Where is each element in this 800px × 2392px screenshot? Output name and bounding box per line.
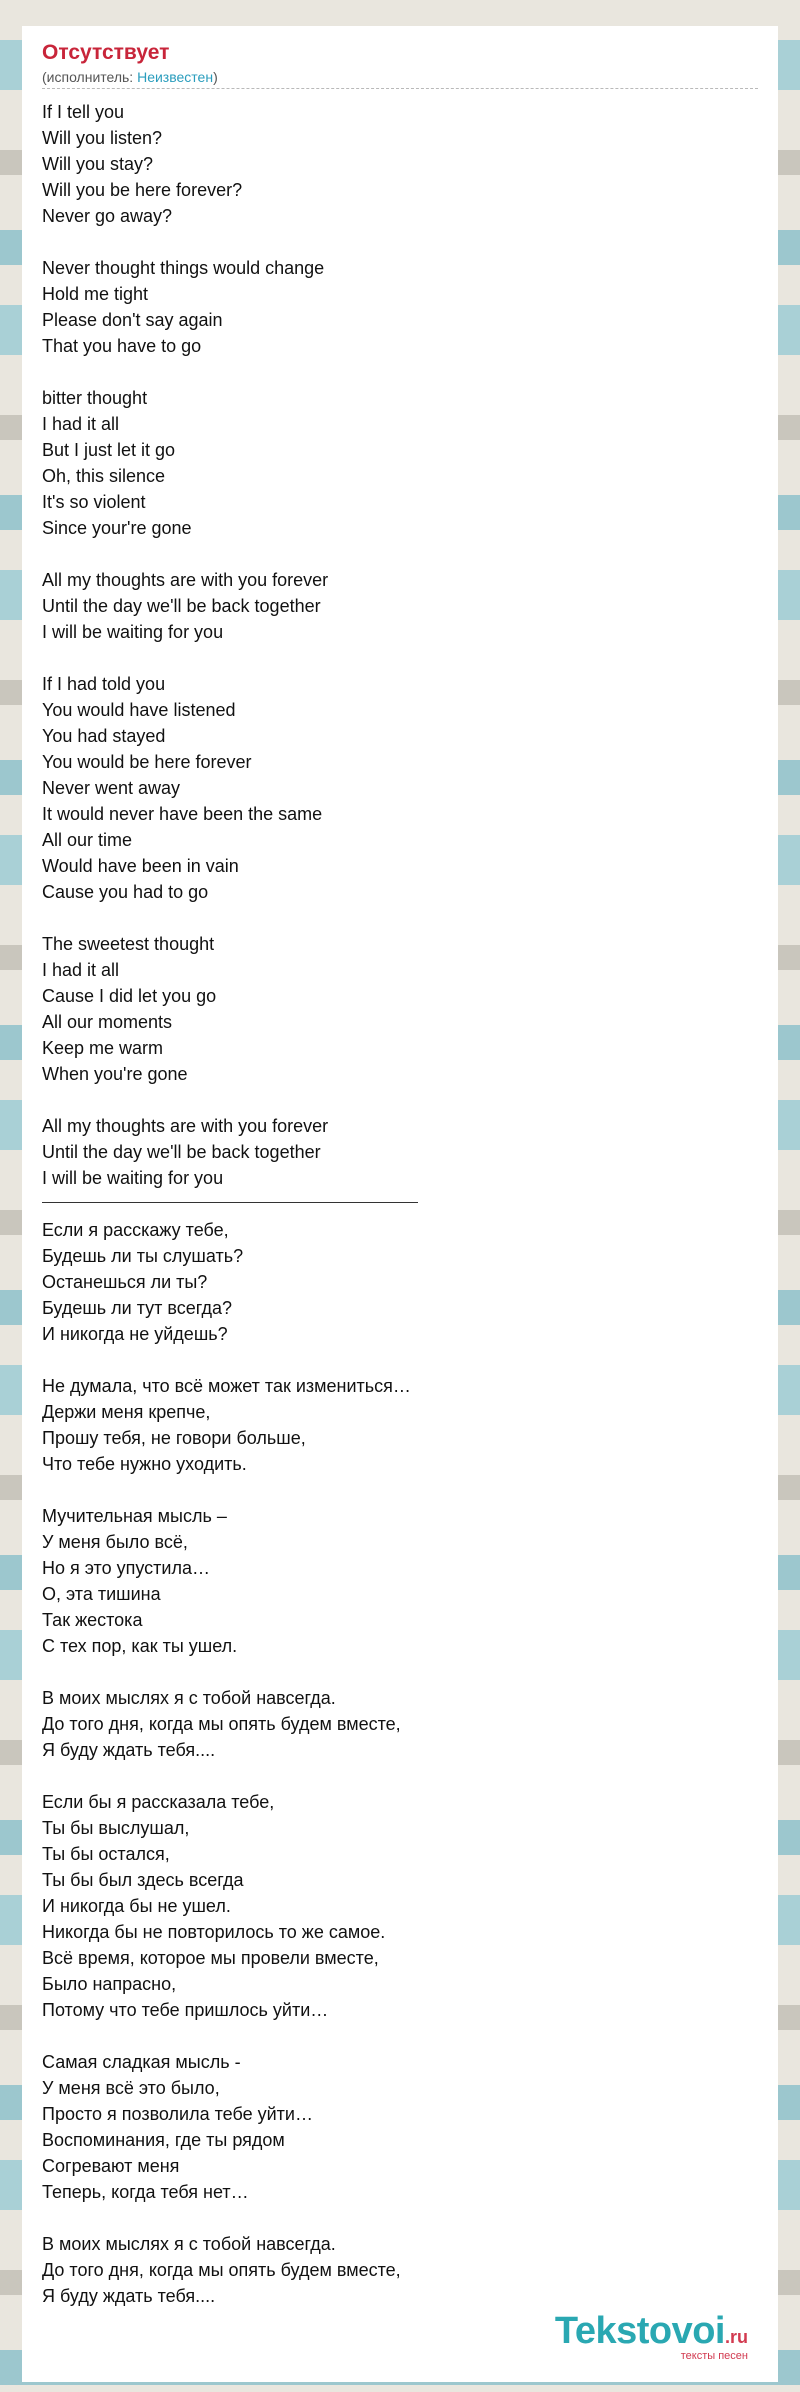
lyric-line: If I tell you [42, 102, 125, 122]
translation-line: Никогда бы не повторилось то же самое. [42, 1922, 386, 1942]
lyric-line: Hold me tight [42, 284, 149, 304]
translation-line: Самая сладкая мысль - [42, 2052, 241, 2072]
lyrics-body [42, 99, 758, 2309]
translation-separator [42, 1202, 418, 1203]
translation-line: Согревают меня [42, 2156, 180, 2176]
translation-line: У меня было всё, [42, 1532, 188, 1552]
lyric-line: All my thoughts are with you forever [42, 570, 329, 590]
logo-tagline: тексты песен [680, 2350, 748, 2362]
translation-line: Будешь ли ты слушать? [42, 1246, 244, 1266]
lyric-line [42, 905, 758, 931]
translation-line: До того дня, когда мы опять будем вместе, [42, 1714, 401, 1734]
lyrics-original [42, 99, 758, 1191]
translation-line: Если бы я рассказала тебе, [42, 1792, 275, 1812]
performer-line [42, 68, 758, 89]
translation-line [42, 1659, 758, 1685]
translation-line: Мучительная мысль – [42, 1506, 227, 1526]
translation-line [42, 2023, 758, 2049]
site-logo[interactable] [555, 2312, 748, 2362]
lyric-line: Cause you had to go [42, 882, 209, 902]
lyric-line: I had it all [42, 414, 120, 434]
lyric-line: Please don't say again [42, 310, 223, 330]
translation-line: Так жестока [42, 1610, 143, 1630]
lyric-line: Since your're gone [42, 518, 192, 538]
translation-line: Останешься ли ты? [42, 1272, 208, 1292]
logo-domain: .ru [724, 2327, 748, 2347]
lyric-line: bitter thought [42, 388, 148, 408]
translation-line [42, 1763, 758, 1789]
translation-line: Ты бы остался, [42, 1844, 170, 1864]
lyric-line: Will you stay? [42, 154, 154, 174]
lyric-line: That you have to go [42, 336, 202, 356]
lyric-line: All my thoughts are with you forever [42, 1116, 329, 1136]
lyric-line: You would be here forever [42, 752, 252, 772]
lyric-line: Will you be here forever? [42, 180, 243, 200]
performer-suffix: ) [213, 69, 218, 85]
lyric-line [42, 541, 758, 567]
translation-line: Было напрасно, [42, 1974, 177, 1994]
lyric-line: All our moments [42, 1012, 173, 1032]
lyric-line: Until the day we'll be back together [42, 596, 321, 616]
translation-line: Теперь, когда тебя нет… [42, 2182, 249, 2202]
lyric-line: But I just let it go [42, 440, 176, 460]
lyric-line [42, 229, 758, 255]
performer-prefix: (исполнитель: [42, 69, 138, 85]
lyric-line: You would have listened [42, 700, 236, 720]
logo-text: Tekstovoi [554, 2310, 725, 2352]
lyric-line: I will be waiting for you [42, 622, 224, 642]
translation-line: В моих мыслях я с тобой навсегда. [42, 1688, 336, 1708]
translation-line: Держи меня крепче, [42, 1402, 211, 1422]
lyrics-translation [42, 1217, 758, 2309]
lyric-line: Will you listen? [42, 128, 163, 148]
translation-line: Потому что тебе пришлось уйти… [42, 2000, 329, 2020]
translation-line: Что тебе нужно уходить. [42, 1454, 247, 1474]
translation-line: Будешь ли тут всегда? [42, 1298, 233, 1318]
lyric-line [42, 1087, 758, 1113]
lyric-line: All our time [42, 830, 133, 850]
translation-line [42, 2205, 758, 2231]
lyric-line: I had it all [42, 960, 120, 980]
translation-line: Если я расскажу тебе, [42, 1220, 229, 1240]
lyric-line: If I had told you [42, 674, 166, 694]
lyric-line: Keep me warm [42, 1038, 164, 1058]
lyric-line [42, 645, 758, 671]
translation-line: В моих мыслях я с тобой навсегда. [42, 2234, 336, 2254]
translation-line: И никогда бы не ушел. [42, 1896, 231, 1916]
lyric-line: Cause I did let you go [42, 986, 217, 1006]
lyric-line: Never go away? [42, 206, 173, 226]
lyric-line: Would have been in vain [42, 856, 239, 876]
lyric-line: Until the day we'll be back together [42, 1142, 321, 1162]
translation-line: С тех пор, как ты ушел. [42, 1636, 238, 1656]
lyric-line: It's so violent [42, 492, 146, 512]
translation-line: О, эта тишина [42, 1584, 161, 1604]
lyric-line: You had stayed [42, 726, 166, 746]
translation-line: До того дня, когда мы опять будем вместе, [42, 2260, 401, 2280]
translation-line [42, 1347, 758, 1373]
translation-line: Прошу тебя, не говори больше, [42, 1428, 306, 1448]
lyric-line: I will be waiting for you [42, 1168, 224, 1188]
lyrics-card [22, 26, 778, 2382]
song-title: Отсутствует [42, 41, 170, 64]
translation-line: Просто я позволила тебе уйти… [42, 2104, 313, 2124]
translation-line: Я буду ждать тебя.... [42, 1740, 216, 1760]
lyric-line: Never thought things would change [42, 258, 325, 278]
translation-line [42, 1477, 758, 1503]
translation-line: Не думала, что всё может так измениться… [42, 1376, 411, 1396]
translation-line: Всё время, которое мы провели вместе, [42, 1948, 379, 1968]
translation-line: У меня всё это было, [42, 2078, 220, 2098]
lyric-line [42, 359, 758, 385]
lyric-line: It would never have been the same [42, 804, 323, 824]
translation-line: Я буду ждать тебя.... [42, 2286, 216, 2306]
translation-line: Воспоминания, где ты рядом [42, 2130, 285, 2150]
performer-link[interactable]: Неизвестен [137, 69, 214, 85]
translation-line: Ты бы был здесь всегда [42, 1870, 244, 1890]
lyric-line: Never went away [42, 778, 181, 798]
translation-line: И никогда не уйдешь? [42, 1324, 228, 1344]
translation-line: Ты бы выслушал, [42, 1818, 190, 1838]
lyric-line: Oh, this silence [42, 466, 166, 486]
lyric-line: When you're gone [42, 1064, 188, 1084]
translation-line: Но я это упустила… [42, 1558, 210, 1578]
lyric-line: The sweetest thought [42, 934, 215, 954]
